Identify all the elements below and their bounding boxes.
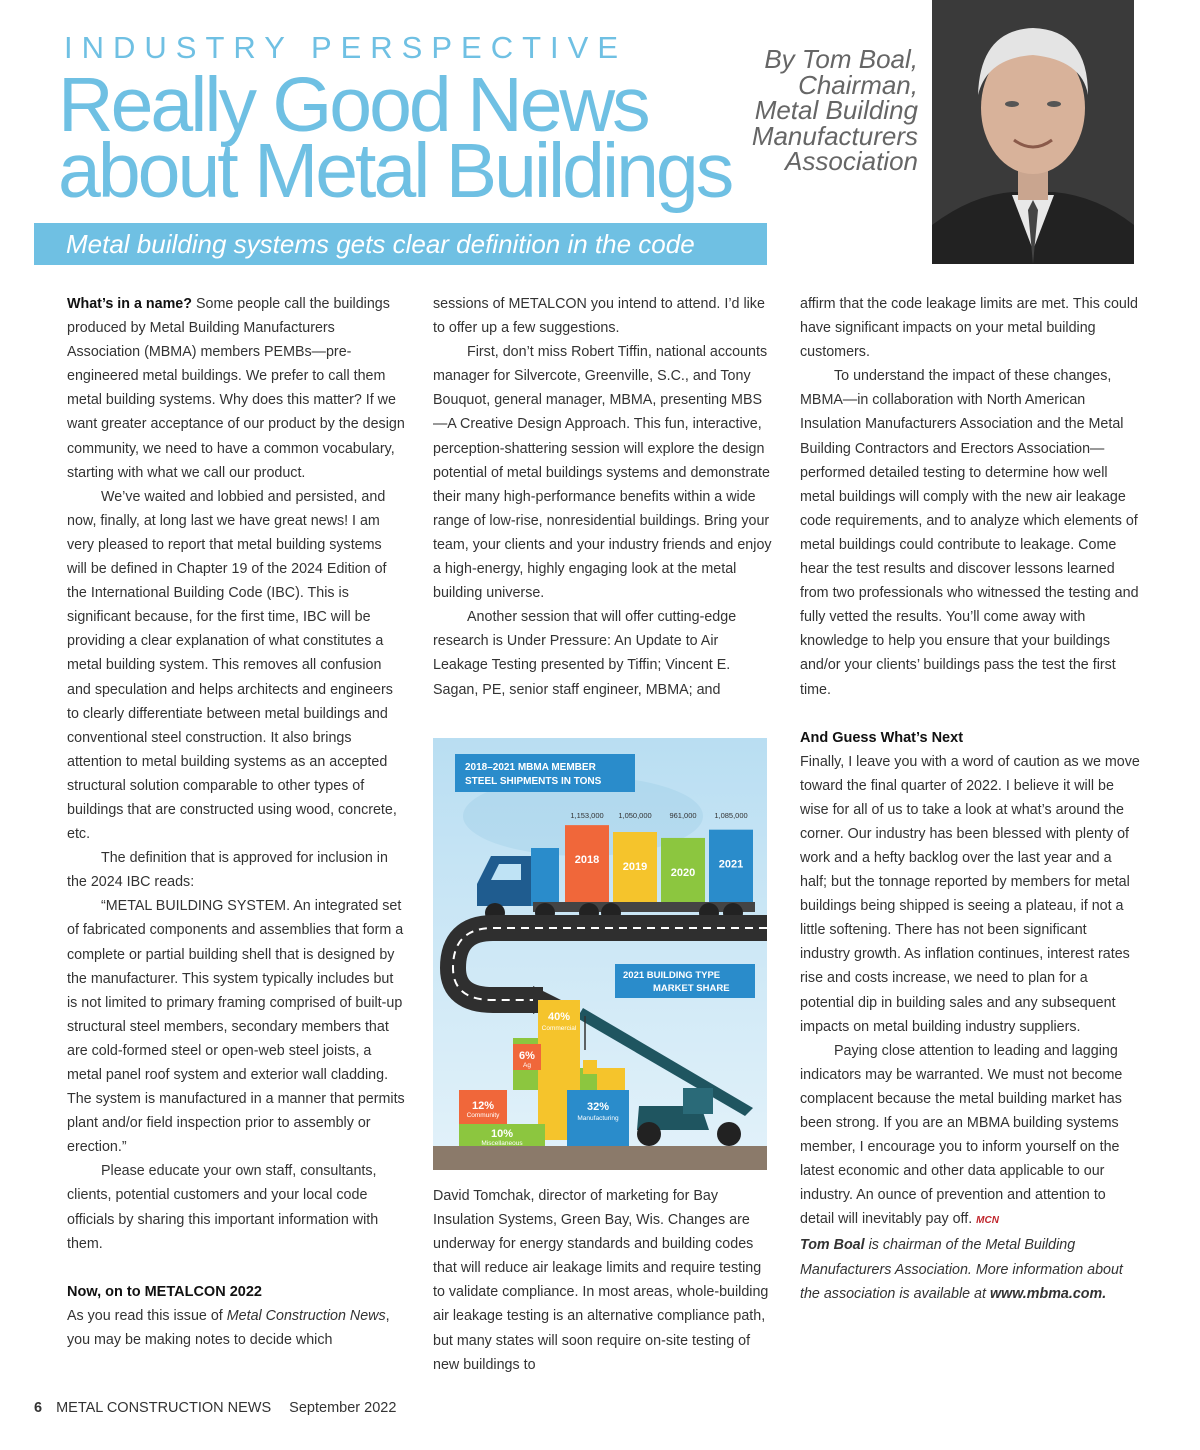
- page-footer: [34, 1400, 396, 1416]
- market-share-title-line-2: MARKET SHARE: [653, 983, 730, 994]
- section-kicker: INDUSTRY PERSPECTIVE: [64, 30, 628, 65]
- byline-line: Chairman,: [798, 69, 918, 100]
- page-number: 6: [34, 1400, 43, 1416]
- subtitle: Metal building systems gets clear definition in the code: [66, 229, 695, 259]
- paragraph: Finally, I leave you with a word of caution as we move toward the final quarter of 2022. I believe it will be wise for all of us to take a look at what’s around the corner. Our industry has been blessed with plenty of work and a hefty backlog over the last year and a half; but the tonnage reported by members for metal buildings being shipped is seeing a plateau, if not a little softening. There has not been significant industry growth. As inflation continues, interest rates rise and costs increase, we need to plan for a potential dip in building sales and any subsequent impacts on metal building industry suppliers.: [800, 753, 1140, 1035]
- market-share-value: 10%: [490, 1128, 514, 1140]
- shipment-value-label: 1,050,000: [618, 811, 652, 820]
- end-mark-logo: MCN: [976, 1215, 999, 1227]
- column-2-continued: [433, 1184, 773, 1377]
- market-share-value: 32%: [586, 1101, 610, 1113]
- market-share-value: 6%: [519, 1050, 535, 1062]
- subhead-whats-next: And Guess What’s Next: [800, 729, 964, 746]
- subhead-metalcon: Now, on to METALCON 2022: [67, 1283, 262, 1300]
- market-share-label: Miscellaneous: [481, 1140, 523, 1147]
- bio-url: www.mbma.com.: [989, 1285, 1107, 1302]
- paragraph: The definition that is approved for inclusion in the 2024 IBC reads:: [67, 850, 388, 891]
- shipment-bar-year-label: 2019: [622, 861, 648, 873]
- trailer-bed: [533, 902, 755, 912]
- article-title: [58, 62, 732, 214]
- decorative-block: [597, 1068, 625, 1092]
- paragraph: [67, 292, 405, 485]
- bio-text: is chairman of the Metal Building Manufacturers Association. More information about the association is available at: [800, 1237, 1123, 1302]
- author-portrait-image: [932, 0, 1134, 264]
- paragraph: [67, 1304, 405, 1352]
- bio-name: Tom Boal: [800, 1237, 865, 1254]
- paragraph: To understand the impact of these changes, MBMA—in collaboration with North American Insulation Manufacturers Association and the Metal Building Contractors and Erectors Association—performed detailed testing to determine how well metal buildings will comply with the new air leakage code requirements, and to analyze which elements of metal buildings could contribute to leakage. Come hear the test results and discover lessons learned from two professionals who witnessed the testing and fully vetted the results. You’ll come away with knowledge to help you ensure that your buildings and/or your clients’ buildings pass the test the first time.: [800, 368, 1139, 698]
- byline-line: Manufacturers: [751, 120, 918, 151]
- byline: [678, 44, 918, 176]
- shipment-value-label: 1,085,000: [714, 811, 748, 820]
- shipment-bar-year-label: 2021: [718, 858, 744, 871]
- paragraph-text: Some people call the buildings produced by Metal Building Manufacturers Association (MBMA) members PEMBs—pre-engineered metal buildings. We prefer to call them metal building systems. Why does this matter? If we want greater acceptance of our product by the design community, we need to have a common vocabulary, starting with what we call our product.: [67, 296, 405, 481]
- shipment-bar-year-label: 2018: [574, 854, 600, 867]
- article-title-line-2: about Metal Buildings: [58, 128, 732, 214]
- decorative-block: [583, 1060, 597, 1074]
- column-2: [433, 292, 773, 702]
- market-share-label: Commercial: [541, 1025, 577, 1032]
- byline-line: Metal Building: [754, 95, 918, 125]
- shipments-title-line-1: 2018–2021 MBMA MEMBER: [465, 762, 596, 773]
- byline-line: By Tom Boal,: [764, 44, 918, 74]
- market-share-label: Community: [466, 1112, 500, 1119]
- author-bio: [800, 1233, 1140, 1305]
- market-share-label: Manufacturing: [577, 1115, 619, 1122]
- column-1: [67, 292, 405, 1352]
- article-title-line-1: Really Good News: [58, 62, 648, 148]
- shipment-value-label: 961,000: [669, 811, 697, 820]
- lead-in: What’s in a name?: [67, 296, 192, 312]
- quoted-definition: “METAL BUILDING SYSTEM. An integrated set of fabricated components and assemblies that form a complete or partial building shell that is designed by the manufacturer. This system typically includes but is not limited to primary framing comprised of built-up structural steel members, secondary members that are cold-formed steel or open-web steel joists, a metal panel roof system and exterior wall cladding. The system is manufactured in a manner that permits plant and/or field inspection prior to assembly or erection.”: [67, 898, 405, 1156]
- byline-line: Association: [785, 146, 918, 176]
- column-3: [800, 292, 1140, 1306]
- market-share-label: Ag: [523, 1062, 531, 1069]
- market-share-title-line-1: 2021 BUILDING TYPE: [623, 970, 721, 981]
- paragraph-text: As you read this issue of: [67, 1307, 227, 1324]
- shipment-value-label: 1,153,000: [570, 811, 604, 820]
- infographic: [433, 738, 767, 1170]
- shipments-title-line-2: STEEL SHIPMENTS IN TONS: [465, 776, 602, 787]
- paragraph: affirm that the code leakage limits are met. This could have significant impacts on your metal building customers.: [800, 296, 1138, 361]
- infographic-svg: [433, 738, 767, 1170]
- shipment-bar-year-label: 2020: [670, 866, 696, 879]
- paragraph: David Tomchak, director of marketing for Bay Insulation Systems, Green Bay, Wis. Changes are underway for energy standards and building codes that will reduce air leakage limits and require testing to validate compliance. In most areas, whole-building air leakage testing is an alternative compliance path, but many states will soon require on-site testing of new buildings to: [433, 1188, 769, 1373]
- market-share-value: 12%: [471, 1100, 495, 1112]
- paragraph: sessions of METALCON you intend to attend. I’d like to offer up a few suggestions.: [433, 296, 765, 337]
- paragraph-text: Paying close attention to leading and lagging indicators may be warranted. We must not become complacent because the metal building market has been strong. If you are an MBMA building systems member, I encourage you to inform yourself on the latest economic and other data applicable to our industry. An ounce of prevention and attention to detail will inevitably pay off.: [800, 1042, 1123, 1228]
- paragraph: [800, 1039, 1140, 1234]
- paragraph: We’ve waited and lobbied and persisted, and now, finally, at long last we have great news! I am very pleased to report that metal building systems will be defined in Chapter 19 of the 2024 Edition of the International Building Code (IBC). This is significant because, for the first time, IBC will be providing a clear explanation of what constitutes a metal building system. This removes all confusion and speculation and helps architects and engineers to clearly differentiate between metal buildings and conventional steel construction. It also brings attention to metal building systems as an accepted structural solution comparable to other types of buildings that are constructed using wood, concrete, etc.: [67, 488, 397, 843]
- paragraph: Please educate your own staff, consultants, clients, potential customers and your local code officials by sharing this important information with them.: [67, 1163, 379, 1252]
- magazine-name: Metal Construction News: [226, 1307, 386, 1324]
- paragraph: Another session that will offer cutting-edge research is Under Pressure: An Update to Air Leakage Testing presented by Tiffin; Vincent E. Sagan, PE, senior staff engineer, MBMA; and: [433, 609, 737, 698]
- subtitle-bar: [34, 223, 767, 265]
- paragraph-text: , you may be making notes to decide which: [67, 1307, 390, 1348]
- paragraph: First, don’t miss Robert Tiffin, national accounts manager for Silvercote, Greenville, S.C., and Tony Bouquot, general manager, MBMA, presenting MBS—A Creative Design Approach. This fun, interactive, perception-shattering session will explore the design potential of metal buildings systems and demonstrate their many high-performance benefits within a wide range of low-rise, nonresidential buildings. Bring your team, your clients and your industry friends and enjoy a high-energy, highly engaging look at the metal building universe.: [433, 344, 772, 602]
- magazine-name: METAL CONSTRUCTION NEWS: [56, 1400, 272, 1416]
- issue-date: September 2022: [289, 1400, 397, 1416]
- ground: [433, 1146, 767, 1170]
- market-share-value: 40%: [547, 1011, 571, 1023]
- author-portrait: [932, 0, 1134, 264]
